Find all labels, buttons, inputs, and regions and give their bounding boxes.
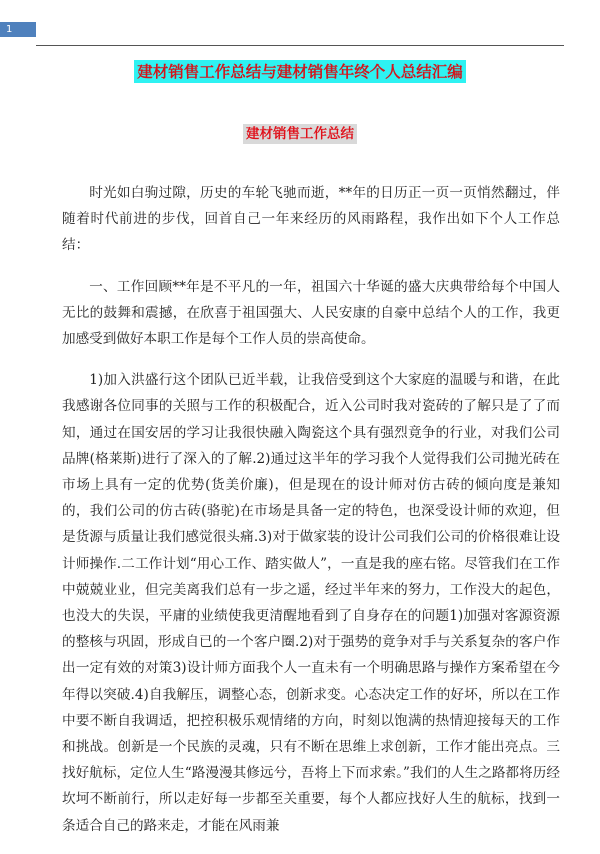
document-title [0, 60, 600, 82]
paragraph-intro: 时光如白驹过隙，历史的车轮飞驰而逝，**年的日历正一页一页悄然翻过，伴随着时代前进的步伐，回首自己一年来经历的风雨路程，我作出如下个人工作总结： [62, 185, 560, 254]
header-divider [36, 45, 564, 46]
section-title [0, 122, 600, 142]
section-title-text: 建材销售工作总结 [243, 124, 357, 144]
document-body [62, 180, 560, 854]
paragraph-details: 1)加入洪盛行这个团队已近半载，让我倍受到这个大家庭的温暖与和谐，在此我感谢各位同事的关照与工作的积极配合，近入公司时我对瓷砖的了解只是了了而知，通过在国安居的学习让我很快融入陶瓷这个具有强烈竟争的行业，对我们公司品牌(格莱斯)进行了深入的了解.2)通过这半年的学习我个人觉得我们公司抛光砖在市场上具有一定的优势(货美价廉)，但是现在的设计师对仿古砖的倾向度是兼知的，我们公司的仿古砖(骆驼)在市场是具备一定的特色，也深受设计师的欢迎，但是货源与质量让我们感觉很头痛.3)对于做家装的设计公司我们公司的价格很难让设计师操作.二工作计划“用心工作、踏实做人”，一直是我的座右铭。尽管我们在工作中兢兢业业，但完美离我们总有一步之遥，经过半年来的努力，工作没大的起色，也没大的失误，平庸的业绩使我更清醒地看到了自身存在的问题1)加强对客源资源的整核与巩固，形成自已的一个客户圈.2)对于强势的竟争对手与关系复杂的客户作出一定有效的对策3)设计师方面我个人一直未有一个明确思路与操作方案希望在今年得以突破.4)自我解压，调整心态，创新求变。心态决定工作的好坏，所以在工作中要不断自我调适，把控积极乐观情绪的方向，时刻以饱满的热情迎接每天的工作和挑战。创新是一个民族的灵魂，只有不断在思维上求创新，工作才能出亮点。三找好航标，定位人生“路漫漫其修远兮，吾将上下而求索。”我们的人生之路都将历经坎坷不断前行，所以走好每一步都至关重要，每个人都应找好人生的航标，找到一条适合自己的路来走，才能在风雨兼 [62, 372, 560, 834]
document-title-text: 建材销售工作总结与建材销售年终个人总结汇编 [134, 60, 466, 83]
page-number-badge: 1 [0, 22, 36, 37]
paragraph-review: 一、工作回顾**年是不平凡的一年，祖国六十华诞的盛大庆典带给每个中国人无比的鼓舞和震撼，在欣喜于祖国强大、人民安康的自豪中总结个人的工作，我更加感受到做好本职工作是每个工作人员的崇高使命。 [62, 278, 560, 348]
